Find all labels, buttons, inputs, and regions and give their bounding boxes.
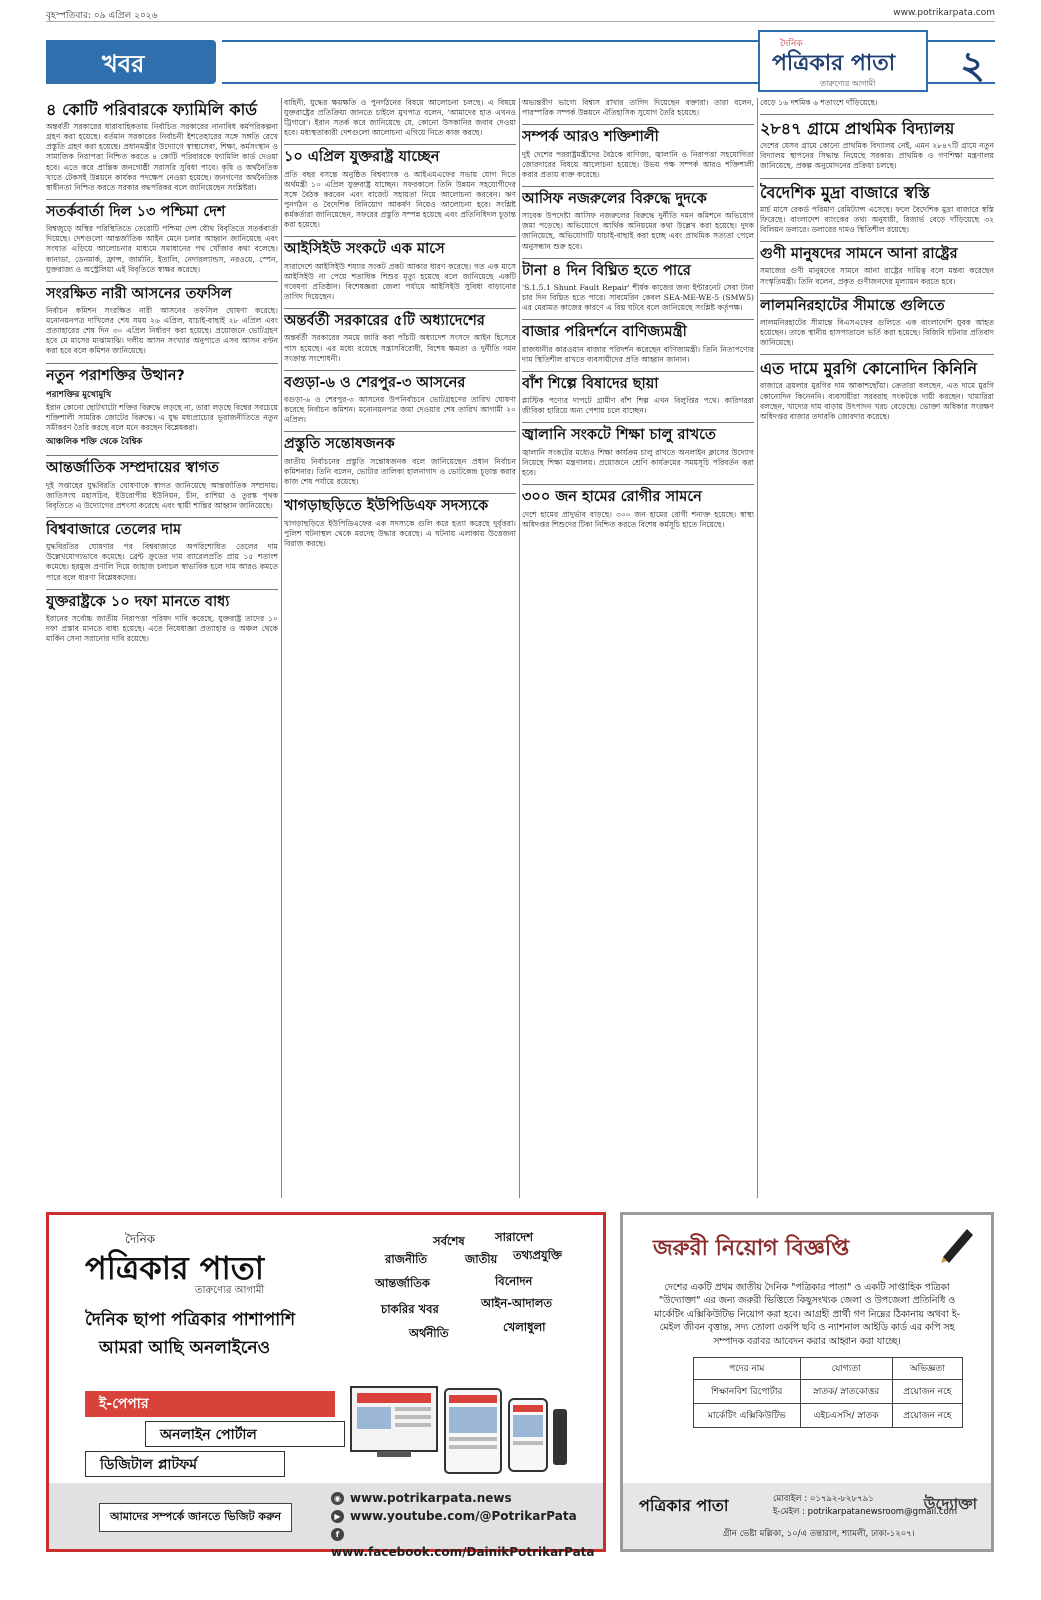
category-tag: খেলাধুলা (503, 1320, 546, 1334)
category-tag: বিনোদন (495, 1274, 533, 1288)
article (522, 263, 754, 314)
article-body: অন্তর্বর্তী সরকারের ধারাবাহিকতায় নির্বাচিত সরকারের নানাবিধ কর্মপরিকল্পনা গ্রহণ করা হয়েছে। বর্তমান সরকারের নির্বাচনী ইশতেহারের সঙ্গে সঙ্গতি রেখে প্রস্তুতি গ্রহণ করা হয়েছে। প্রধানমন্ত্রীর উদ্যোগে স্বাস্থ্যসেবা, শিক্ষা, কর্মসংস্থান ও সামাজিক নিরাপত্তা নিশ্চিত করতে ৪ কোটি পরিবারকে ফ্যামিলি কার্ড দেওয়া হবে। এতে করে প্রান্তিক জনগোষ্ঠী সরাসরি সুবিধা পাবে। কৃষি ও অর্থনৈতিক খাতে টেকসই উন্নয়নে কার্যকর পদক্ষেপ নেওয়া হয়েছে। জনগণের অর্থনৈতিক স্বাধীনতা নিশ্চিত করতে সরকার বদ্ধপরিকর বলে জানিয়েছেন সংশ্লিষ্টরা। (46, 122, 278, 192)
article (522, 376, 754, 417)
job-ad-logo: পত্রিকার পাতা (639, 1496, 729, 1515)
online-advertisement (46, 1212, 606, 1559)
headline[interactable]: ১০ এপ্রিল যুক্তরাষ্ট্র যাচ্ছেন (284, 149, 440, 166)
digital-platform-pill[interactable]: ডিজিটাল প্লাটফর্ম (85, 1451, 285, 1477)
devices-illustration (349, 1379, 569, 1479)
site-url[interactable]: www.potrikarpata.com (893, 8, 995, 18)
article-body: খাগড়াছড়িতে ইউপিডিএফের এক সদস্যকে গুলি করে হত্যা করেছে দুর্বৃত্তরা। পুলিশ ঘটনাস্থল থেকে মরদেহ উদ্ধার করেছে। এ ঘটনায় এলাকায় উত্তেজনা বিরাজ করছে। (284, 518, 516, 548)
article (46, 286, 278, 357)
article-body: রাজধানীর কারওয়ান বাজার পরিদর্শন করেছেন বাণিজ্যমন্ত্রী। তিনি নিত্যপণ্যের দাম স্থিতিশীল রাখতে ব্যবসায়ীদের প্রতি আহ্বান জানান। (522, 344, 754, 364)
article (284, 313, 516, 364)
category-tag: আইন-আদালত (481, 1296, 553, 1310)
article (760, 359, 994, 422)
headline[interactable]: অন্তর্বর্তী সরকারের ৫টি অধ্যাদেশের (284, 313, 485, 330)
table-row: মার্কেটিং এক্সিকিউটিভ এইচএসসি/ স্নাতক প্রয়োজন নহে (694, 1404, 963, 1428)
youtube-link[interactable]: ▶ www.youtube.com/@PotrikarPata (331, 1507, 603, 1525)
article-body: অভ্যন্তরীণ ভাগ্যে বিশ্বাস রাখার তাগিদ দিয়েছেন বক্তারা। তারা বলেন, পারস্পরিক সম্পর্ক উন্নয়নে ঐতিহাসিক সুযোগ তৈরি হয়েছে। (522, 98, 754, 118)
category-cloud (345, 1229, 595, 1379)
headline[interactable]: বাঁশ শিল্পে বিষাদের ছায়া (522, 375, 659, 392)
article (46, 368, 278, 450)
article (46, 204, 278, 275)
ad-logo (85, 1229, 325, 1299)
headline[interactable]: জ্বালানি সংকটে শিক্ষা চালু রাখতে (522, 427, 716, 444)
article-body: দেশের যেসব গ্রামে কোনো প্রাথমিক বিদ্যালয় নেই, এমন ২৮৪৭টি গ্রামে নতুন বিদ্যালয় স্থাপনের সিদ্ধান্ত নিয়েছে সরকার। প্রাথমিক ও গণশিক্ষা মন্ত্রণালয় জানিয়েছে, প্রকল্প অনুমোদনের প্রক্রিয়া চলছে। (760, 141, 994, 171)
column-4 (760, 98, 994, 1198)
headline[interactable]: বৈদেশিক মুদ্রা বাজারে স্বস্তি (760, 182, 930, 202)
advertisement-row (46, 1212, 994, 1559)
article (46, 522, 278, 583)
job-ad-title: জরুরী নিয়োগ বিজ্ঞপ্তি (653, 1236, 850, 1261)
article (284, 436, 516, 487)
article (46, 594, 278, 645)
ad-logo-dainik: দৈনিক (125, 1232, 156, 1246)
article (284, 98, 516, 138)
headline[interactable]: প্রস্তুতি সন্তোষজনক (284, 436, 395, 453)
headline[interactable]: টানা ৪ দিন বিঘ্নিত হতে পারে (522, 262, 691, 279)
headline[interactable]: সংরক্ষিত নারী আসনের তফসিল (46, 285, 232, 302)
headline[interactable]: নতুন পরাশক্তির উত্থান? (46, 367, 185, 384)
job-ad-body: দেশের একটি প্রথম জাতীয় দৈনিক "পত্রিকার পাতা" ও একটি সাপ্তাহিক পত্রিকা "উদ্যোক্তা" এর জন্য জরুরী ভিত্তিতে কিছুসংখ্যক জেলা ও উপজেলা প্রতিনিধি ও মার্কেটিং এক্সিকিউটিভ নিয়োগ করা হবে। আগ্রহী প্রার্থী গণ নিম্নের ঠিকানায় অথবা ই-মেইল জীবন বৃত্তান্ত, সদ্য তোলা ৩কপি ছবি ও ন্যাশনাল আইডি কার্ড এর কপি সহ সম্পাদক বরাবর আবেদন করার আহ্বান করা যাচ্ছে। (654, 1282, 960, 1347)
article-body: প্রতি বছর বসন্তে অনুষ্ঠিত বিশ্বব্যাংক ও আইএমএফের সভায় যোগ দিতে অর্থমন্ত্রী ১০ এপ্রিল যুক্তরাষ্ট্র যাচ্ছেন। সফরকালে তিনি উন্নয়ন সহযোগীদের সঙ্গে বৈঠক করবেন এবং বাজেট সহায়তা নিয়ে আলোচনা করবেন। ঋণ পুনর্গঠন ও বৈদেশিক বিনিয়োগ আকর্ষণ নিয়েও আলোচনা হবে। সংশ্লিষ্ট কর্মকর্তারা জানিয়েছেন, সফরের প্রস্তুতি সম্পন্ন হয়েছে এবং প্রতিনিধিদল চূড়ান্ত করা হয়েছে। (284, 169, 516, 230)
article-body: মার্চ মাসে রেকর্ড পরিমাণ রেমিট্যান্স এসেছে। ফলে বৈদেশিক মুদ্রা বাজারে স্বস্তি ফিরেছে। বাংলাদেশ ব্যাংকের তথ্য অনুযায়ী, রিজার্ভ বেড়ে দাঁড়িয়েছে ৩২ বিলিয়ন ডলারে। ডলারের দামও স্থিতিশীল রয়েছে। (760, 204, 994, 234)
globe-icon: ◉ (331, 1492, 344, 1505)
article-body: দুই সপ্তাহের যুদ্ধবিরতি ঘোষণাকে স্বাগত জানিয়েছে আন্তর্জাতিক সম্প্রদায়। জাতিসংঘ মহাসচিব, ইউরোপীয় ইউনিয়ন, চীন, রাশিয়া ও তুরস্ক পৃথক বিবৃতিতে এ উদ্যোগের প্রশংসা করেছে এবং স্থায়ী শান্তির আহ্বান জানিয়েছে। (46, 480, 278, 510)
headline[interactable]: আইসিইউ সংকটে এক মাসে (284, 241, 445, 258)
table-row: শিক্ষানবিশ রিপোর্টার স্নাতক/ স্নাতকোত্তর প্রয়োজন নহে (694, 1380, 963, 1404)
article (522, 129, 754, 180)
article (760, 98, 994, 108)
headline[interactable]: ৪ কোটি পরিবারকে ফ্যামিলি কার্ড (46, 100, 258, 119)
article-body: ইরানের সর্বোচ্চ জাতীয় নিরাপত্তা পরিষদ দাবি করেছে, যুক্তরাষ্ট্র তাদের ১০ দফা প্রস্তাব মানতে বাধ্য হয়েছে। এতে নিষেধাজ্ঞা প্রত্যাহার ও অঞ্চল থেকে মার্কিন সেনা সরানোর দাবি রয়েছে। (46, 614, 278, 644)
article-body: দেশে হামের প্রাদুর্ভাব বাড়ছে। ৩০০ জন হামের রোগী শনাক্ত হয়েছে। স্বাস্থ্য অধিদপ্তর শিশুদের টিকা নিশ্চিত করতে বিশেষ কর্মসূচি হাতে নিয়েছে। (522, 509, 754, 529)
article-body: দুই দেশের পররাষ্ট্রমন্ত্রীদের বৈঠকে বাণিজ্য, জ্বালানি ও নিরাপত্তা সহযোগিতা জোরদারের বিষয়ে আলোচনা হয়েছে। উভয় পক্ষ সম্পর্ক আরও শক্তিশালী করার প্রত্যয় ব্যক্ত করেছে। (522, 149, 754, 179)
category-tag: তথ্যপ্রযুক্তি (513, 1248, 563, 1262)
office-address: গ্রীন ভেষ্টা মল্লিকা, ১০/এ তন্তারাণ, শ্যামলী, ঢাকা-১২০৭। (723, 1529, 915, 1539)
udyokta-logo: উদ্যোক্তা (923, 1495, 977, 1513)
category-tag: আন্তর্জাতিক (375, 1276, 430, 1290)
headline[interactable]: আসিফ নজরুলের বিরুদ্ধে দুদকে (522, 190, 707, 207)
article-body: বাহিনী, যুদ্ধের ক্ষয়ক্ষতি ও পুনর্গঠনের বিষয়ে আলোচনা চলছে। এ বিষয়ে যুক্তরাষ্ট্রের প্রতিক্রিয়া জানতে চাইলে মুখপাত্র বলেন, 'আমাদের হাত এখনও ট্রিগারে'। ইরান সতর্ক করে জানিয়েছে যে, কোনো উসকানির জবাব দেওয়া হবে। মধ্যস্থতাকারী দেশগুলো আলোচনা এগিয়ে নিতে কাজ করছে। (284, 98, 516, 138)
article (522, 324, 754, 365)
headline[interactable]: সম্পর্ক আরও শক্তিশালী (522, 129, 659, 146)
article-body: সারাদেশে আইসিইউ শয্যার সংকট প্রকট আকার ধারণ করেছে। গত এক মাসে আইসিইউ না পেয়ে শতাধিক শিশুর মৃত্যু হয়েছে বলে জানিয়েছে একটি গবেষণা প্রতিষ্ঠান। বিশেষজ্ঞরা জেলা পর্যায়ে আইসিইউ সুবিধা বাড়ানোর তাগিদ দিয়েছেন। (284, 261, 516, 301)
category-tag: সর্বশেষ (433, 1234, 465, 1248)
article (522, 427, 754, 478)
category-tag: সারাদেশ (495, 1230, 534, 1244)
email-address[interactable]: ই-মেইল : potrikarpatanewsroom@gmail.com (773, 1506, 958, 1517)
headline[interactable]: ৩০০ জন হামের রোগীর সামনে (522, 489, 702, 506)
category-tag: রাজনীতি (385, 1252, 428, 1266)
logo-name: পত্রিকার পাতা (772, 51, 896, 76)
article (760, 298, 994, 349)
youtube-icon: ▶ (331, 1510, 344, 1523)
article-body: জ্বালানি সংকটের মধ্যেও শিক্ষা কার্যক্রম চালু রাখতে অনলাইন ক্লাসের উদ্যোগ নিয়েছে শিক্ষা মন্ত্রণালয়। প্রয়োজনে শ্রেণি কার্যক্রমের সময়সূচি পরিবর্তন করা হবে। (522, 447, 754, 478)
article-body: লালমনিরহাটের সীমান্তে বিএসএফের গুলিতে এক বাংলাদেশি যুবক আহত হয়েছেন। তাকে স্থানীয় হাসপাতালে ভর্তি করা হয়েছে। বিজিবি ঘটনার প্রতিবাদ জানিয়েছে। (760, 318, 994, 348)
page-number: ২ (960, 43, 985, 87)
article (760, 119, 994, 171)
article (760, 183, 994, 235)
headline[interactable]: বাজার পরিদর্শনে বাণিজ্যমন্ত্রী (522, 324, 687, 341)
headline[interactable]: এত দামে মুরগি কোনোদিন কিনিনি (760, 359, 978, 379)
article (284, 375, 516, 426)
top-info-line (46, 6, 995, 22)
category-tag: অর্থনীতি (409, 1326, 449, 1340)
article (760, 246, 994, 287)
subhead: পরাশক্তির মুখোমুখি (46, 389, 112, 400)
page-header (46, 30, 995, 92)
headline[interactable]: আন্তর্জাতিক সম্প্রদায়ের স্বাগত (46, 460, 219, 477)
article (284, 149, 516, 230)
category-tag: জাতীয় (465, 1252, 498, 1266)
article-body: বাজারে ব্রয়লার মুরগির দাম আকাশছোঁয়া। ক্রেতারা বলছেন, এত দামে মুরগি কোনোদিন কিনেননি। ব্যবসায়ীরা সরবরাহ সংকটকে দায়ী করছেন। খামারিরা বলছেন, খাদ্যের দাম বাড়ায় উৎপাদন খরচ বেড়েছে। ভোক্তা অধিকার সংরক্ষণ অধিদপ্তর বাজার তদারকি জোরদার করেছে। (760, 381, 994, 421)
column-2 (284, 98, 516, 1198)
pen-icon (937, 1223, 977, 1263)
logo-tagline: তারুণ্যের আগামী (820, 79, 876, 88)
article-body: নির্বাচন কমিশন সংরক্ষিত নারী আসনের তফসিল ঘোষণা করেছে। মনোনয়নপত্র দাখিলের শেষ সময় ২৬ এপ্রিল, যাচাই-বাছাই ২৮ এপ্রিল এবং প্রত্যাহারের শেষ দিন ৩০ এপ্রিল নির্ধারণ করা হয়েছে। প্রয়োজনে ভোটগ্রহণ হবে মে মাসের মাঝামাঝি। দলীয় আসন সংখ্যার অনুপাতে এসব আসন বণ্টন করা হবে বলে কমিশন জানিয়েছে। (46, 306, 278, 356)
issue-date: বৃহস্পতিবার: ০৯ এপ্রিল ২০২৬ (46, 11, 158, 21)
article (522, 191, 754, 252)
ad-logo-tagline: তারুণ্যের আগামী (195, 1285, 265, 1296)
headline[interactable]: ২৮৪৭ গ্রামে প্রাথমিক বিদ্যালয় (760, 119, 955, 139)
news-columns (46, 98, 994, 1198)
facebook-link[interactable]: fwww.facebook.com/DainikPotrikarPata (331, 1530, 595, 1559)
article (284, 241, 516, 302)
facebook-icon: f (331, 1528, 344, 1541)
article-body: সমাজের গুণী মানুষদের সামনে আনা রাষ্ট্রের দায়িত্ব বলে মন্তব্য করেছেন সংস্কৃতিমন্ত্রী। তিনি বলেন, প্রকৃত গুণীজনদের মূল্যায়ন করতে হবে। (760, 266, 994, 286)
subhead: আঞ্চলিক শক্তি থেকে বৈশ্বিক (46, 437, 143, 448)
article-body: জাতীয় নির্বাচনের প্রস্তুতি সন্তোষজনক বলে জানিয়েছেন প্রধান নির্বাচন কমিশনার। তিনি বলেন, ভোটার তালিকা হালনাগাদ ও ভোটকেন্দ্র চূড়ান্ত করার কাজ শেষ পর্যায়ে রয়েছে। (284, 456, 516, 487)
ad-headline-1: দৈনিক ছাপা পত্রিকার পাশাপাশি (85, 1310, 296, 1330)
article-body: 'S.1.5.1 Shunt Fault Repair' শীর্ষক কাজের জন্য ইন্টারনেট সেবা টানা চার দিন বিঘ্নিত হতে পারে। সাবমেরিন কেবল SEA-ME-WE-5 (SMW5) এর মেরামত কাজের কারণে এ বিঘ্ন ঘটবে বলে জানিয়েছে সংশ্লিষ্ট কর্তৃপক্ষ। (522, 283, 754, 313)
article (284, 498, 516, 549)
headline[interactable]: যুক্তরাষ্ট্রকে ১০ দফা মানতে বাধ্য (46, 593, 230, 610)
article (522, 98, 754, 118)
article-body: বগুড়া-৬ ও শেরপুর-৩ আসনের উপনির্বাচনে ভোটগ্রহণের তারিখ ঘোষণা করেছে নির্বাচন কমিশন। মনোনয়নপত্র জমা দেওয়ার শেষ তারিখ আগামী ২০ এপ্রিল। (284, 395, 516, 425)
table-header: পদের নাম (694, 1358, 801, 1380)
article (46, 100, 278, 193)
visit-label: আমাদের সম্পর্কে জানতে ভিজিট করুন (99, 1503, 292, 1532)
table-header: যোগ্যতা (800, 1358, 892, 1380)
mobile-number[interactable]: মোবাইল : ০১৭৯২-৮২৮৭৯১ (773, 1494, 874, 1504)
website-link[interactable]: ◉ www.potrikarpata.news (331, 1489, 603, 1507)
article-body: বেড়ে ১৬ দশমিক ৬ শতাংশে দাঁড়িয়েছে। (760, 98, 878, 107)
article-body: যুদ্ধবিরতির ঘোষণার পর বিশ্ববাজারে অপরিশোধিত তেলের দাম উল্লেখযোগ্যভাবে কমেছে। ব্রেন্ট ক্রুডের দাম ব্যারেলপ্রতি প্রায় ১৫ শতাংশ কমেছে। হরমুজ প্রণালি দিয়ে জাহাজ চলাচল স্বাভাবিক হলে দাম আরও কমতে পারে বলে ধারণা বিশ্লেষকদের। (46, 542, 278, 582)
job-ad-footer (623, 1483, 991, 1549)
online-portal-pill[interactable]: অনলাইন পোর্টাল (145, 1421, 345, 1447)
column-3 (522, 98, 754, 1198)
article-body: বিশ্বজুড়ে অস্থির পরিস্থিতিতে তেরোটি পশ্চিমা দেশ যৌথ বিবৃতিতে সতর্কবার্তা দিয়েছে। দেশগুলো আন্তর্জাতিক আইন মেনে চলার আহ্বান জানিয়েছে এবং সংঘাত এড়িয়ে আলোচনার মাধ্যমে সমাধানের পথ খোঁজার কথা বলেছে। কানাডা, ডেনমার্ক, ফ্রান্স, জার্মানি, ইতালি, নেদারল্যান্ডস, নরওয়ে, স্পেন, যুক্তরাজ্য ও অস্ট্রেলিয়া এই বিবৃতিতে স্বাক্ষর করেছে। (46, 224, 278, 274)
job-table (693, 1357, 963, 1428)
table-header: অভিজ্ঞতা (892, 1358, 962, 1380)
section-label: খবর (46, 40, 216, 84)
epaper-pill[interactable]: ই-পেপার (85, 1391, 335, 1417)
article-body: অন্তর্বর্তী সরকারের সময়ে জারি করা পাঁচটি অধ্যাদেশ সংসদে আইন হিসেবে পাস হয়েছে। এর মধ্যে রয়েছে সন্ত্রাসবিরোধী, বিশেষ ক্ষমতা ও দুর্নীতি দমন সংক্রান্ত সংশোধনী। (284, 333, 516, 363)
headline[interactable]: সতর্কবার্তা দিল ১৩ পশ্চিমা দেশ (46, 203, 226, 220)
article (46, 460, 278, 511)
article-body: প্লাস্টিক পণ্যের দাপটে গ্রামীণ বাঁশ শিল্প এখন বিলুপ্তির পথে। কারিগররা জীবিকা হারিয়ে অন্য পেশায় চলে যাচ্ছেন। (522, 396, 754, 416)
headline[interactable]: লালমনিরহাটের সীমান্তে গুলিতে (760, 297, 945, 314)
article-body: সাবেক উপদেষ্টা আসিফ নজরুলের বিরুদ্ধে দুর্নীতি দমন কমিশনে অভিযোগ জমা পড়েছে। অভিযোগে আর্থিক অনিয়মের কথা উল্লেখ করা হয়েছে। দুদক জানিয়েছে, অভিযোগটি যাচাই-বাছাই করা হচ্ছে এবং প্রাথমিক সত্যতা পেলে অনুসন্ধান শুরু হবে। (522, 211, 754, 251)
masthead-logo (758, 30, 928, 92)
headline[interactable]: বিশ্ববাজারে তেলের দাম (46, 521, 182, 538)
ad-links (331, 1489, 603, 1559)
headline[interactable]: গুণী মানুষদের সামনে আনা রাষ্ট্রের (760, 246, 958, 263)
column-1 (46, 98, 278, 1198)
ad-logo-name: পত্রিকার পাতা (85, 1249, 265, 1287)
headline[interactable]: খাগড়াছড়িতে ইউপিডিএফ সদস্যকে (284, 498, 489, 515)
logo-dainik: দৈনিক (780, 39, 803, 49)
headline[interactable]: বগুড়া-৬ ও শেরপুর-৩ আসনের (284, 374, 466, 391)
article-body: ইরান কোনো ছোটখাটো শক্তির বিরুদ্ধে লড়ছে না, তারা লড়ছে বিশ্বের সবচেয়ে শক্তিশালী সামরিক জোটের বিরুদ্ধে। এ যুদ্ধ মধ্যপ্রাচ্যের ভূরাজনীতিতে নতুন সমীকরণ তৈরি করছে বলে মনে করছেন বিশ্লেষকরা। (46, 402, 278, 433)
job-advertisement (620, 1212, 994, 1552)
ad-headline-2: আমরা আছি অনলাইনেও (99, 1338, 271, 1358)
ad-footer (49, 1483, 603, 1559)
category-tag: চাকরির খবর (381, 1302, 439, 1316)
article (522, 489, 754, 530)
